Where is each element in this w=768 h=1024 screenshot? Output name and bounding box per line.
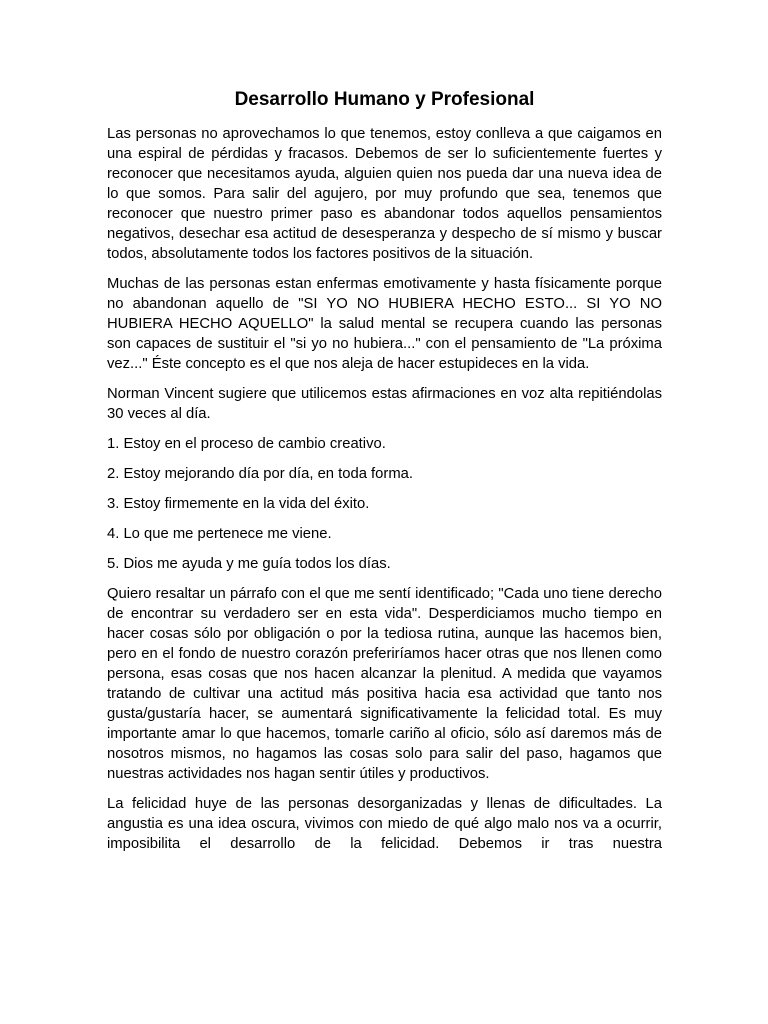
affirmation-item: 4. Lo que me pertenece me viene.: [107, 526, 332, 542]
affirmations-intro-paragraph: Norman Vincent sugiere que utilicemos estas afirmaciones en voz alta repitiéndolas 30 veces al día.: [107, 386, 662, 422]
affirmation-item: 5. Dios me ayuda y me guía todos los días.: [107, 556, 391, 572]
affirmation-item: 3. Estoy firmemente en la vida del éxito.: [107, 496, 370, 512]
document-body: [107, 124, 662, 854]
affirmations-list: [107, 434, 662, 574]
document-title: Desarrollo Humano y Profesional: [234, 89, 535, 110]
happiness-paragraph: La felicidad huye de las personas desorganizadas y llenas de dificultades. La angustia es una idea oscura, vivimos con miedo de qué algo malo nos va a ocurrir, imposibilita el desarrollo de la felicidad. Debemos ir tras nuestra: [107, 796, 662, 852]
affirmation-item: 2. Estoy mejorando día por día, en toda forma.: [107, 466, 413, 482]
intro-paragraph: Las personas no aprovechamos lo que tenemos, estoy conlleva a que caigamos en una espiral de pérdidas y fracasos. Debemos de ser lo suficientemente fuertes y reconocer que necesitamos ayuda, alguien quien nos pueda dar una nueva idea de lo que somos. Para salir del agujero, por muy profundo que sea, tenemos que reconocer que nuestro primer paso es abandonar todos aquellos pensamientos negativos, desechar esa actitud de desesperanza y despecho de sí mismo y buscar todos, absolutamente todos los factores positivos de la situación.: [107, 126, 662, 262]
identity-paragraph: Quiero resaltar un párrafo con el que me sentí identificado; "Cada uno tiene derecho de encontrar su verdadero ser en esta vida". Desperdiciamos mucho tiempo en hacer cosas sólo por obligación o por la tediosa rutina, aunque las hacemos bien, pero en el fondo de nuestro corazón preferiríamos hacer otras que nos llenen como persona, esas cosas que nos hacen alcanzar la plenitud. A medida que vayamos tratando de cultivar una actitud más positiva hacia esa actividad que tanto nos gusta/gustaría hacer, se aumentará significativamente la felicidad total. Es muy importante amar lo que hacemos, tomarle cariño al oficio, sólo así daremos más de nosotros mismos, no hagamos las cosas solo para salir del paso, hagamos que nuestras actividades nos hagan sentir útiles y productivos.: [107, 586, 662, 782]
affirmation-item: 1. Estoy en el proceso de cambio creativo.: [107, 436, 386, 452]
mental-health-paragraph: Muchas de las personas estan enfermas emotivamente y hasta físicamente porque no abandonan aquello de "SI YO NO HUBIERA HECHO ESTO... SI YO NO HUBIERA HECHO AQUELLO" la salud mental se recupera cuando las personas son capaces de sustituir el "si yo no hubiera..." con el pensamiento de "La próxima vez..." Éste concepto es el que nos aleja de hacer estupideces en la vida.: [107, 276, 662, 372]
